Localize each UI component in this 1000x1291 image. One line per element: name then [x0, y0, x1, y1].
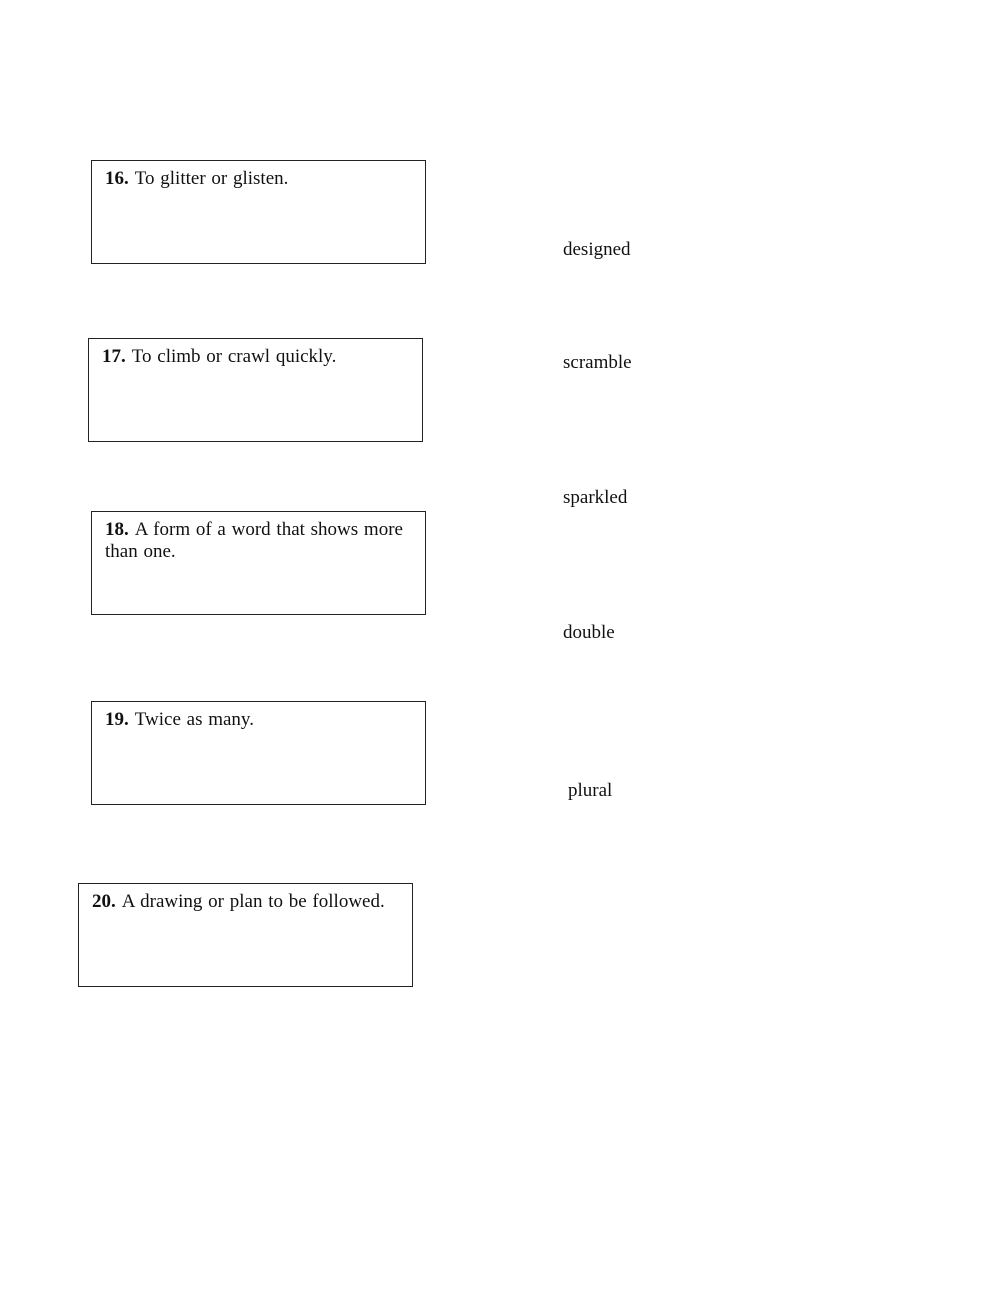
clue-text: To climb or crawl quickly. — [131, 346, 337, 367]
clue-text: Twice as many. — [134, 709, 254, 730]
clue-text: To glitter or glisten. — [134, 168, 289, 189]
clue-box-18[interactable] — [91, 511, 426, 615]
word-option-sparkled[interactable]: sparkled — [563, 487, 628, 508]
clue-number: 18. — [105, 519, 129, 540]
clue-box-19[interactable] — [91, 701, 426, 805]
clue-text: A form of a word that shows more than one. — [105, 519, 403, 562]
clue-box-20[interactable] — [78, 883, 413, 987]
clue-text: A drawing or plan to be followed. — [121, 891, 385, 912]
word-option-double[interactable]: double — [563, 622, 615, 643]
clue-number: 20. — [92, 891, 116, 912]
clue-box-17[interactable] — [88, 338, 423, 442]
clue-box-16[interactable] — [91, 160, 426, 264]
word-option-plural[interactable]: plural — [568, 780, 613, 801]
word-option-scramble[interactable]: scramble — [563, 352, 632, 373]
word-option-designed[interactable]: designed — [563, 239, 631, 260]
clue-number: 19. — [105, 709, 129, 730]
clue-number: 17. — [102, 346, 126, 367]
clue-number: 16. — [105, 168, 129, 189]
